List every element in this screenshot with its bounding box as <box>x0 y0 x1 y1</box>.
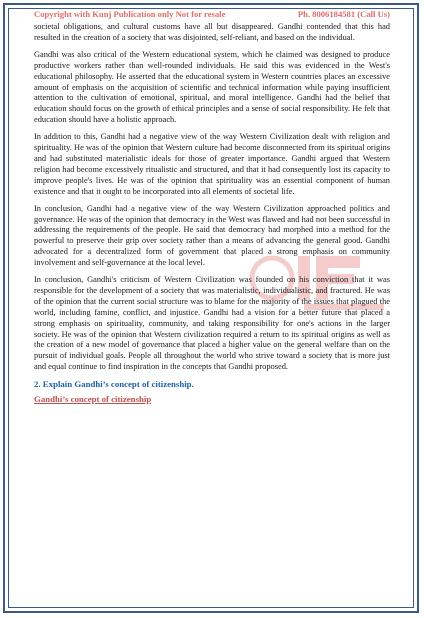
document-page <box>34 9 390 404</box>
answer-heading: Gandhi’s concept of citizenship <box>34 394 152 405</box>
page-header <box>34 9 390 19</box>
paragraph-5: In conclusion, Gandhi's criticism of Western Civilization was founded on his conviction that it was responsible for the development of a society that was materialistic, individualistic, and fractured. He was of the opinion that the current social structure was to blame for the majority of the issues that plagued the world, including famine, conflict, and injustice. Gandhi had a vision for a better future that placed a strong emphasis on spirituality, community, and taking responsibility for one's actions in the larger society. He was of the opinion that Western civilization required a return to its spiritual origins as well as the creation of a new model of governance that placed a higher value on the general welfare than on the pursuit of individual goals. People all throughout the world who strive toward a society that is more just and equal continue to find inspiration in the concepts that Gandhi proposed. <box>34 275 390 372</box>
paragraph-1: societal obligations, and cultural customs have all but disappeared. Gandhi contended that this had resulted in the creation of a society that was disjointed, self-reliant, and based on the individual. <box>34 22 390 42</box>
paragraph-4: In conclusion, Gandhi had a negative view of the way Western Civilization approached politics and governance. He was of the opinion that democracy in the West was flawed and had not been successful in addressing the requirements of the people. He said that democracy had morphed into a method for the powerful to preserve their grip over society rather than a means of advancing the general good. Gandhi advocated for a decentralized form of government that placed a strong emphasis on community involvement and self-governance at the local level. <box>34 203 390 268</box>
paragraph-3: In addition to this, Gandhi had a negative view of the way Western Civilization dealt with religion and spirituality. He was of the opinion that Western culture had become disconnected from its spiritual origins and had substituted materialistic ideals for those of greater importance. Gandhi argued that Western religion had become excessively ritualistic and structured, and that it had consequently lost its capacity to improve people's lives. He was of the opinion that spirituality was an essential component of human existence and that it ought to be incorporated into all elements of societal life. <box>34 132 390 196</box>
paragraph-2: Gandhi was also critical of the Western educational system, which he claimed was designed to produce productive workers rather than well-rounded individuals. He said this was evidenced in the West's educational philosophy. He asserted that the educational system in Western countries places an excessive amount of emphasis on the acquisition of scientific and technical information while paying insufficient attention to the cultivation of emotional, spiritual, and moral intelligence. Gandhi had the belief that education should focus on the growth of ethical principles and a sense of social responsibility. He felt that education should have a holistic approach. <box>34 49 390 125</box>
contact-phone: Ph. 8006184581 (Call Us) <box>297 9 390 19</box>
question-heading: 2. Explain Gandhi’s concept of citizenship. <box>34 379 194 390</box>
copyright-notice: Copyright with Kunj Publication only Not for resale <box>34 9 226 19</box>
